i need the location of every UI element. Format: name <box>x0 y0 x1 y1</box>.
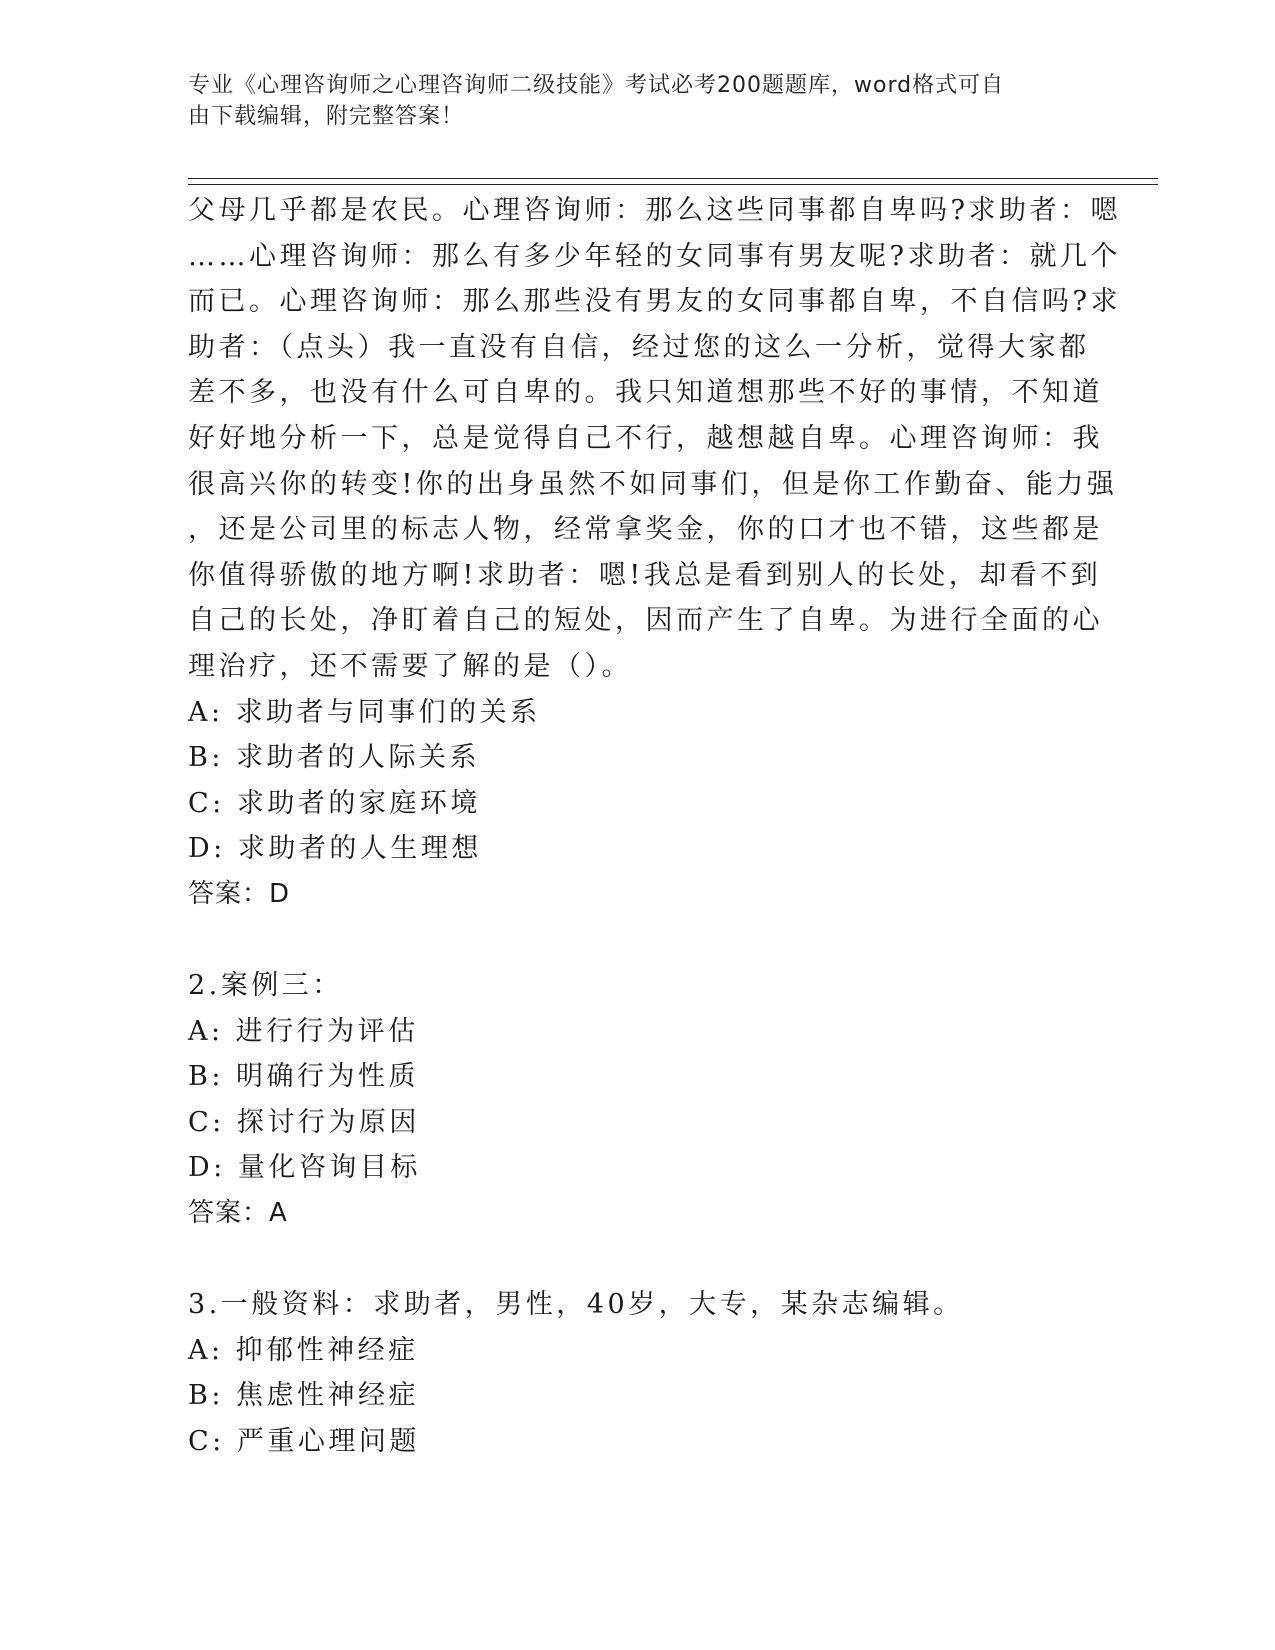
question-spacer <box>188 918 1088 964</box>
header-line-2: 由下载编辑，附完整答案！ <box>188 104 465 129</box>
document-body <box>188 188 1121 1465</box>
question-1-stem-line: 而已。心理咨询师：那么那些没有男友的女同事都自卑，不自信吗?求 <box>188 286 1121 318</box>
question-1-option-b: B: 求助者的人际关系 <box>188 742 481 774</box>
question-1-answer: 答案：D <box>188 878 291 909</box>
question-spacer <box>188 1237 1088 1283</box>
question-3-option-b: B: 焦虑性神经症 <box>188 1380 420 1412</box>
question-1-stem-line: 好好地分析一下，总是觉得自己不行，越想越自卑。心理咨询师：我 <box>188 422 1103 454</box>
question-1-stem-line: 很高兴你的转变!你的出身虽然不如同事们，但是你工作勤奋、能力强 <box>188 468 1118 500</box>
question-1-stem-line: 你值得骄傲的地方啊!求助者：嗯!我总是看到别人的长处，却看不到 <box>188 559 1102 591</box>
question-3-option-a: A: 抑郁性神经症 <box>188 1334 419 1366</box>
question-2-option-a: A: 进行行为评估 <box>188 1015 419 1047</box>
question-1-option-d: D: 求助者的人生理想 <box>188 833 482 865</box>
header-line-1: 专业《心理咨询师之心理咨询师二级技能》考试必考200题题库，word格式可自 <box>188 73 1005 98</box>
question-1-stem-line: 父母几乎都是农民。心理咨询师：那么这些同事都自卑吗?求助者：嗯 <box>188 195 1121 226</box>
question-1-stem-line: ……心理咨询师：那么有多少年轻的女同事有男友呢?求助者：就几个 <box>188 240 1121 272</box>
question-2-answer: 答案：A <box>188 1198 288 1229</box>
question-1-stem-line: 自己的长处，净盯着自己的短处，因而产生了自卑。为进行全面的心 <box>188 605 1103 637</box>
question-1-stem-line: 助者：（点头）我一直没有自信，经过您的这么一分析，觉得大家都 <box>188 331 1090 363</box>
document-header <box>188 70 1068 132</box>
question-3-option-c: C: 严重心理问题 <box>188 1426 420 1458</box>
question-3 <box>188 1282 1088 1464</box>
question-1-stem-line: 差不多，也没有什么可自卑的。我只知道想那些不好的事情，不知道 <box>188 377 1103 409</box>
question-1-option-c: C: 求助者的家庭环境 <box>188 787 481 819</box>
question-2-option-d: D: 量化咨询目标 <box>188 1152 421 1184</box>
question-2-option-b: B: 明确行为性质 <box>188 1061 420 1093</box>
question-2 <box>188 963 1088 1237</box>
question-3-stem: 3.一般资料：求助者，男性，40岁，大专，某杂志编辑。 <box>188 1289 964 1321</box>
header-rule-top <box>188 178 1158 179</box>
question-1-stem-line: 理治疗，还不需要了解的是（）。 <box>188 650 632 682</box>
question-2-option-c: C: 探讨行为原因 <box>188 1106 420 1138</box>
header-rule-bottom <box>188 184 1158 185</box>
question-2-stem: 2.案例三： <box>188 970 343 1002</box>
question-1-option-a: A: 求助者与同事们的关系 <box>188 696 541 728</box>
question-1 <box>188 188 1121 918</box>
question-1-stem-line: ，还是公司里的标志人物，经常拿奖金，你的口才也不错，这些都是 <box>188 514 1103 546</box>
